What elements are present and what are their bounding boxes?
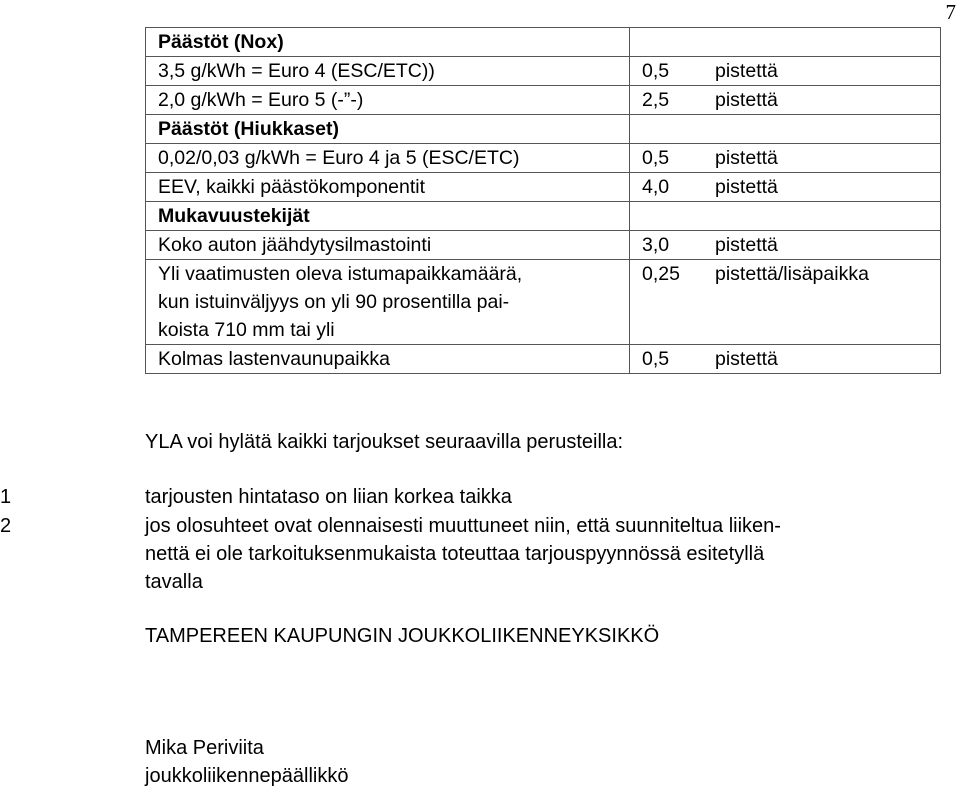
table-section-heading [146,115,941,144]
criterion-label: Koko auton jäähdytysilmastointi [146,231,630,260]
points-value: 0,5 [630,57,716,86]
rejection-item-number: 2 [0,515,12,537]
rejection-item-text: tarjousten hintataso on liian korkea taikka [145,486,512,508]
page-number: 7 [945,0,956,24]
empty-cell [630,115,941,144]
points-value: 0,5 [630,144,716,173]
signature-title: joukkoliikennepäällikkö [145,765,349,787]
criterion-label: EEV, kaikki päästökomponentit [146,173,630,202]
table-row [146,173,941,202]
scoring-table [145,27,941,374]
points-unit: pistettä/lisäpaikka [715,260,941,345]
empty-cell [630,28,941,57]
criterion-label: 2,0 g/kWh = Euro 5 (-”-) [146,86,630,115]
section-heading-label: Päästöt (Hiukkaset) [146,115,630,144]
table-section-heading [146,28,941,57]
section-heading-label: Päästöt (Nox) [146,28,630,57]
points-value: 3,0 [630,231,716,260]
criterion-label: Kolmas lastenvaunupaikka [146,345,630,374]
section-heading-label: Mukavuustekijät [146,202,630,231]
points-unit: pistettä [715,231,941,260]
points-unit: pistettä [715,144,941,173]
table-row [146,231,941,260]
rejection-item-text: jos olosuhteet ovat olennaisesti muuttuneet niin, että suunniteltua liiken- nettä ei ole tarkoituksenmukaista toteuttaa tarjouspyynnössä esitetyllä tavalla [145,515,781,593]
table-row [146,57,941,86]
table-row [146,144,941,173]
table-row [146,86,941,115]
table-section-heading [146,202,941,231]
criterion-label: 0,02/0,03 g/kWh = Euro 4 ja 5 (ESC/ETC) [146,144,630,173]
points-unit: pistettä [715,57,941,86]
rejection-item-number: 1 [0,486,12,508]
points-value: 0,5 [630,345,716,374]
points-unit: pistettä [715,345,941,374]
points-unit: pistettä [715,86,941,115]
points-unit: pistettä [715,173,941,202]
rejection-intro: YLA voi hylätä kaikki tarjoukset seuraavilla perusteilla: [145,431,624,453]
organization-name: TAMPEREEN KAUPUNGIN JOUKKOLIIKENNEYKSIKKÖ [145,625,660,647]
points-value: 0,25 [630,260,716,345]
table-row [146,345,941,374]
points-value: 2,5 [630,86,716,115]
table-row [146,260,941,345]
signature-name: Mika Periviita [145,737,264,759]
empty-cell [630,202,941,231]
criterion-label: 3,5 g/kWh = Euro 4 (ESC/ETC)) [146,57,630,86]
criterion-label: Yli vaatimusten oleva istumapaikkamäärä, kun istuinväljyys on yli 90 prosentilla pai- koista 710 mm tai yli [146,260,630,345]
points-value: 4,0 [630,173,716,202]
